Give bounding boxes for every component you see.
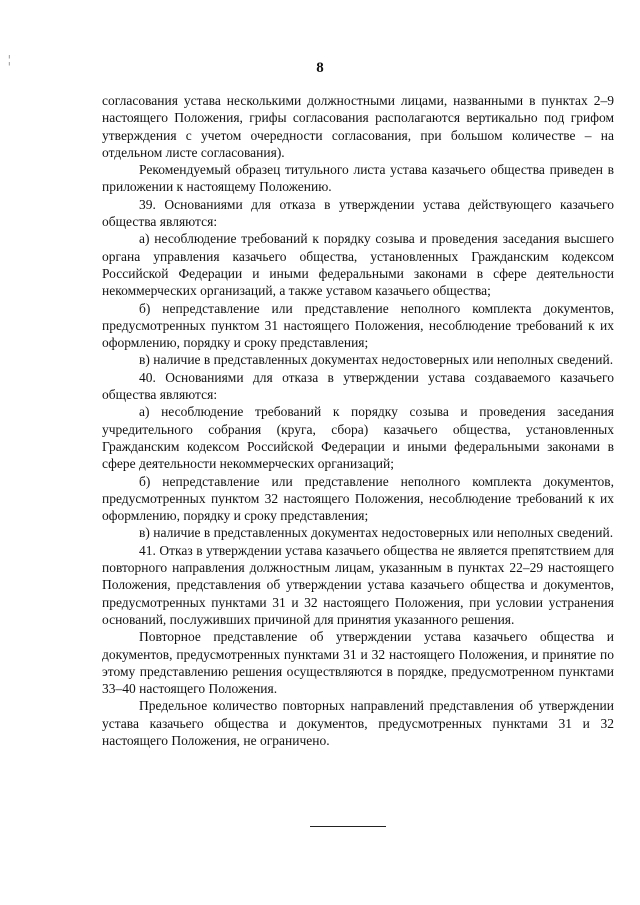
paragraph-clause-40-a: а) несоблюдение требований к порядку созыва и проведения заседания учредительного собрания (круга, сбора) казачьего общества, установленных Гражданским кодексом Российской Федерации и иными федеральными законами в сфере деятельности некоммерческих организаций; — [102, 404, 614, 472]
paragraph-continuation: согласования устава несколькими должностными лицами, названными в пунктах 2–9 настоящего Положения, грифы согласования располагаются вертикально под грифом утверждения с учетом очередности согласования, при большом количестве – на отдельном листе согласования). — [102, 93, 614, 160]
document-body — [102, 92, 614, 749]
page-number: 8 — [316, 60, 324, 76]
paragraph-clause-40-v: в) наличие в представленных документах недостоверных или неполных сведений. — [139, 525, 614, 541]
paragraph-clause-39: 39. Основаниями для отказа в утверждении устава действующего казачьего общества являются: — [102, 196, 614, 230]
paragraph-clause-41: 41. Отказ в утверждении устава казачьего общества не является препятствием для повторного направления должностным лицам, указанным в пунктах 22–29 настоящего Положения, представления об утверждении устава казачьего общества и документов, предусмотренных пунктами 31 и 32 настоящего Положения, при условии устранения оснований, послуживших причиной для принятия указанного решения. — [102, 542, 614, 627]
margin-mark: ¦ — [8, 52, 11, 66]
paragraph-sample-title-page: Рекомендуемый образец титульного листа устава казачьего общества приведен в приложении к настоящему Положению. — [102, 162, 614, 195]
paragraph-clause-39-b: б) непредставление или представление неполного комплекта документов, предусмотренных пунктом 31 настоящего Положения, несоблюдение требований к их оформлению, порядку и сроку представления; — [102, 300, 614, 351]
paragraph-clause-39-v: в) наличие в представленных документах недостоверных или неполных сведений. — [139, 352, 614, 368]
paragraph-submission-limit: Предельное количество повторных направлений представления об утверждении устава казачьего общества и документов, предусмотренных пунктами 31 и 32 настоящего Положения, не ограничено. — [102, 698, 614, 748]
paragraph-clause-39-a: а) несоблюдение требований к порядку созыва и проведения заседания высшего органа управления казачьего общества, установленных Гражданским кодексом Российской Федерации и иными федеральными законами в сфере деятельности некоммерческих организаций, а также уставом казачьего общества; — [102, 231, 614, 299]
paragraph-clause-40: 40. Основаниями для отказа в утверждении устава создаваемого казачьего общества являются: — [102, 369, 614, 403]
end-of-text-rule — [310, 826, 386, 827]
paragraph-clause-40-b: б) непредставление или представление неполного комплекта документов, предусмотренных пунктом 32 настоящего Положения, несоблюдение требований к их оформлению, порядку и сроку представления; — [102, 473, 614, 524]
paragraph-repeat-submission: Повторное представление об утверждении устава казачьего общества и документов, предусмотренных пунктами 31 и 32 настоящего Положения, и принятие по этому представлению решения осуществляются в порядке, предусмотренном пунктами 33–40 настоящего Положения. — [102, 629, 614, 697]
